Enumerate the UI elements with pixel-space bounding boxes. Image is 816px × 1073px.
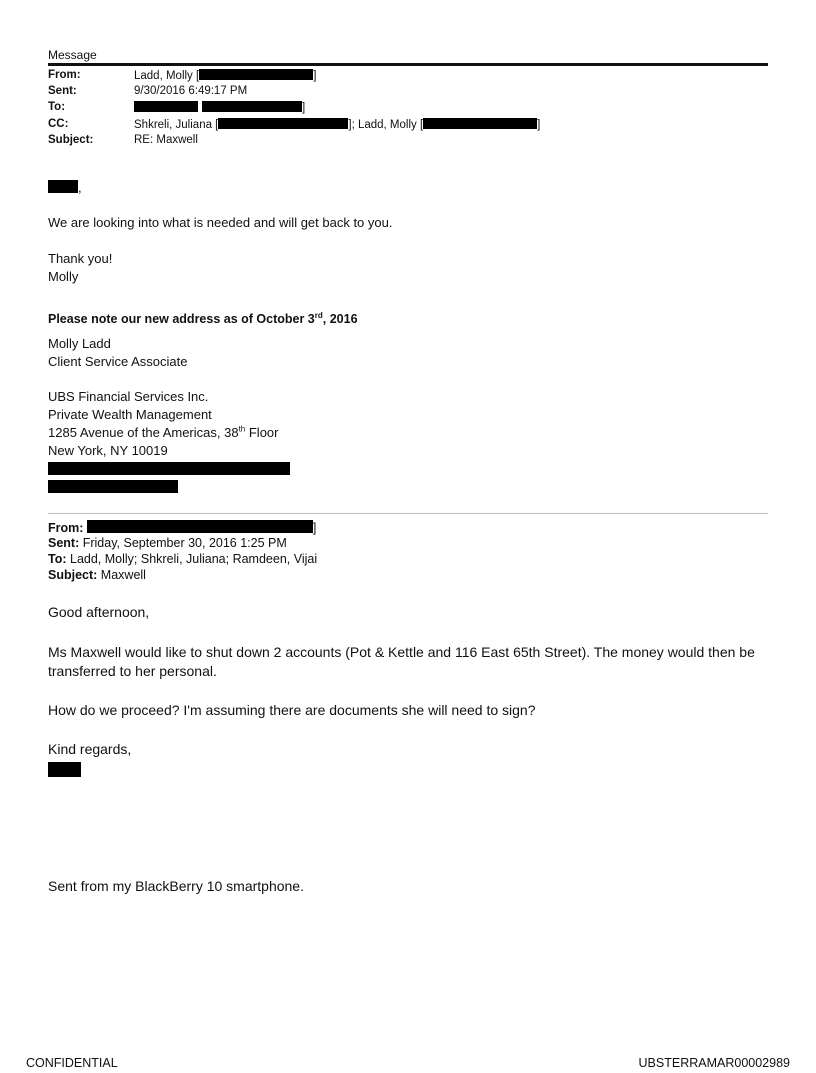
fwd-from: From: ] — [48, 521, 317, 535]
device-signature: Sent from my BlackBerry 10 smartphone. — [48, 878, 304, 894]
sent-label: Sent: — [48, 85, 77, 97]
redaction — [48, 180, 78, 193]
thanks: Thank you! — [48, 251, 113, 266]
redaction — [202, 101, 302, 112]
redaction — [199, 69, 313, 80]
redaction — [87, 520, 313, 533]
redaction — [134, 101, 198, 112]
fwd-greeting: Good afternoon, — [48, 604, 150, 620]
separator-line — [48, 513, 768, 514]
message-label: Message — [48, 48, 97, 62]
subject-label: Subject: — [48, 134, 94, 146]
fwd-paragraph-1: Ms Maxwell would like to shut down 2 accounts (Pot & Kettle and 116 East 65th Street). The money would then be transferred to her personal. — [48, 644, 755, 679]
redacted-phone — [48, 462, 290, 475]
sender-name: Molly — [48, 269, 79, 284]
to-value: ] — [134, 101, 305, 114]
division-name: Private Wealth Management — [48, 407, 212, 422]
redaction — [423, 118, 537, 129]
street-address: 1285 Avenue of the Americas, 38th Floor — [48, 424, 279, 440]
bates-number: UBSTERRAMAR00002989 — [638, 1056, 790, 1070]
reply-line: We are looking into what is needed and will get back to you. — [48, 215, 393, 230]
fwd-sent: Sent: Friday, September 30, 2016 1:25 PM — [48, 536, 287, 550]
address-notice: Please note our new address as of October 3rd, 2016 — [48, 310, 358, 326]
greeting: , — [48, 180, 82, 195]
from-label: From: — [48, 69, 81, 81]
fwd-closing: Kind regards, — [48, 741, 132, 757]
from-value: Ladd, Molly [ ] — [134, 70, 317, 82]
signature-title: Client Service Associate — [48, 354, 188, 369]
to-label: To: — [48, 101, 66, 113]
fwd-to: To: Ladd, Molly; Shkreli, Juliana; Ramdeen, Vijai — [48, 552, 318, 566]
signature-name: Molly Ladd — [48, 336, 111, 351]
cc-value: Shkreli, Juliana [ ]; Ladd, Molly [ ] — [134, 119, 541, 131]
cc-label: CC: — [48, 118, 69, 130]
fwd-paragraph-2: How do we proceed? I'm assuming there are documents she will need to sign? — [48, 702, 536, 718]
redacted-signature — [48, 762, 81, 777]
confidential-label: CONFIDENTIAL — [26, 1056, 118, 1070]
firm-name: UBS Financial Services Inc. — [48, 389, 209, 404]
sent-value: 9/30/2016 6:49:17 PM — [134, 85, 248, 97]
redaction — [218, 118, 348, 129]
header-rule — [48, 63, 768, 66]
redacted-email — [48, 480, 178, 493]
fwd-subject: Subject: Maxwell — [48, 568, 146, 582]
city-address: New York, NY 10019 — [48, 443, 168, 458]
subject-value: RE: Maxwell — [134, 134, 198, 146]
